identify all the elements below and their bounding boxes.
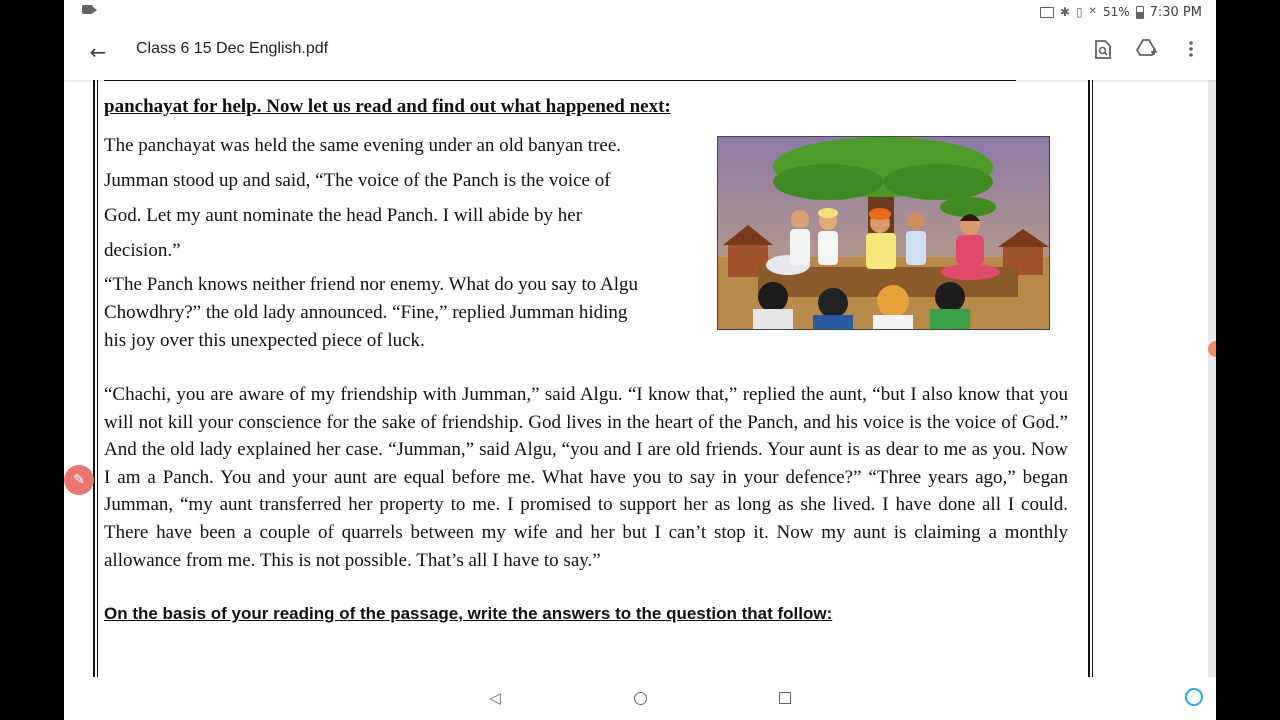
arrow-left-icon[interactable]: ← [89, 40, 107, 64]
app-toolbar [64, 24, 1216, 80]
vibrate-icon: ▯ [1075, 5, 1083, 19]
paragraph-line: his joy over this unexpected piece of luck. [104, 330, 425, 351]
nav-recents-icon[interactable] [774, 687, 796, 709]
page-border-left [93, 80, 95, 677]
bluetooth-icon: ✱ [1059, 5, 1070, 19]
edit-pencil-icon[interactable]: ✎ [64, 465, 94, 495]
status-icons [1040, 2, 1202, 22]
assistant-icon[interactable] [1185, 688, 1203, 706]
cast-icon [1040, 7, 1054, 18]
panchayat-illustration [717, 136, 1050, 330]
section-heading: panchayat for help. Now let us read and find out what happened next: [104, 96, 671, 117]
paragraph-line: decision.” [104, 240, 181, 261]
find-in-page-icon[interactable] [1092, 38, 1114, 60]
nav-home-icon[interactable] [629, 687, 651, 709]
add-to-drive-icon[interactable] [1136, 38, 1158, 60]
nav-back-icon[interactable]: ◁ [489, 689, 501, 707]
page-border-right [1088, 80, 1090, 677]
video-camera-icon [82, 5, 93, 14]
question-heading: On the basis of your reading of the passage, write the answers to the question that follow: [104, 604, 833, 623]
paragraph-2 [104, 271, 704, 355]
battery-icon [1136, 6, 1144, 19]
paragraph-line: “The Panch knows neither friend nor enemy. What do you say to Algu [104, 274, 638, 295]
page-gutter [1208, 80, 1216, 677]
no-signal-icon: ✕ [1088, 6, 1097, 17]
device-screen [64, 0, 1216, 720]
paragraph-line: Jumman stood up and said, “The voice of the Panch is the voice of [104, 170, 611, 191]
paragraph-line: Chowdhry?” the old lady announced. “Fine,” replied Jumman hiding [104, 302, 628, 323]
paragraph-line: The panchayat was held the same evening under an old banyan tree. [104, 135, 622, 156]
paragraph-line: God. Let my aunt nominate the head Panch. I will abide by her [104, 205, 583, 226]
paragraph-3: “Chachi, you are aware of my friendship with Jumman,” said Algu. “I know that,” replied the aunt, “but I also know that you will not kill your conscience for the sake of friendship. God lives in the heart of the Panch, and his voice is the voice of God.” And the old lady explained her case. “Jumman,” said Algu, “you and I are old friends. Your aunt is as dear to me as you. Now I am a Panch. You and your aunt are equal before me. What have you to say in your defence?” “Three years ago,” began Jumman, “my aunt transferred her property to me. I promised to support her as long as she lived. I have done all I could. There have been a couple of quarrels between my wife and her but I can’t stop it. Now my aunt is claiming a monthly allowance from me. This is not possible. That’s all I have to say.” [104, 384, 1068, 571]
toolbar-actions [1092, 38, 1202, 60]
page-border-right-inner [1092, 80, 1093, 677]
clock: 7:30 PM [1149, 4, 1202, 20]
status-bar [64, 0, 1216, 24]
paragraph-1 [104, 128, 704, 268]
more-vert-icon[interactable] [1180, 38, 1202, 60]
battery-percent: 51% [1102, 5, 1130, 19]
system-nav-bar [64, 677, 1216, 720]
page-border-left-inner [97, 80, 98, 677]
document-title: Class 6 15 Dec English.pdf [136, 40, 329, 57]
